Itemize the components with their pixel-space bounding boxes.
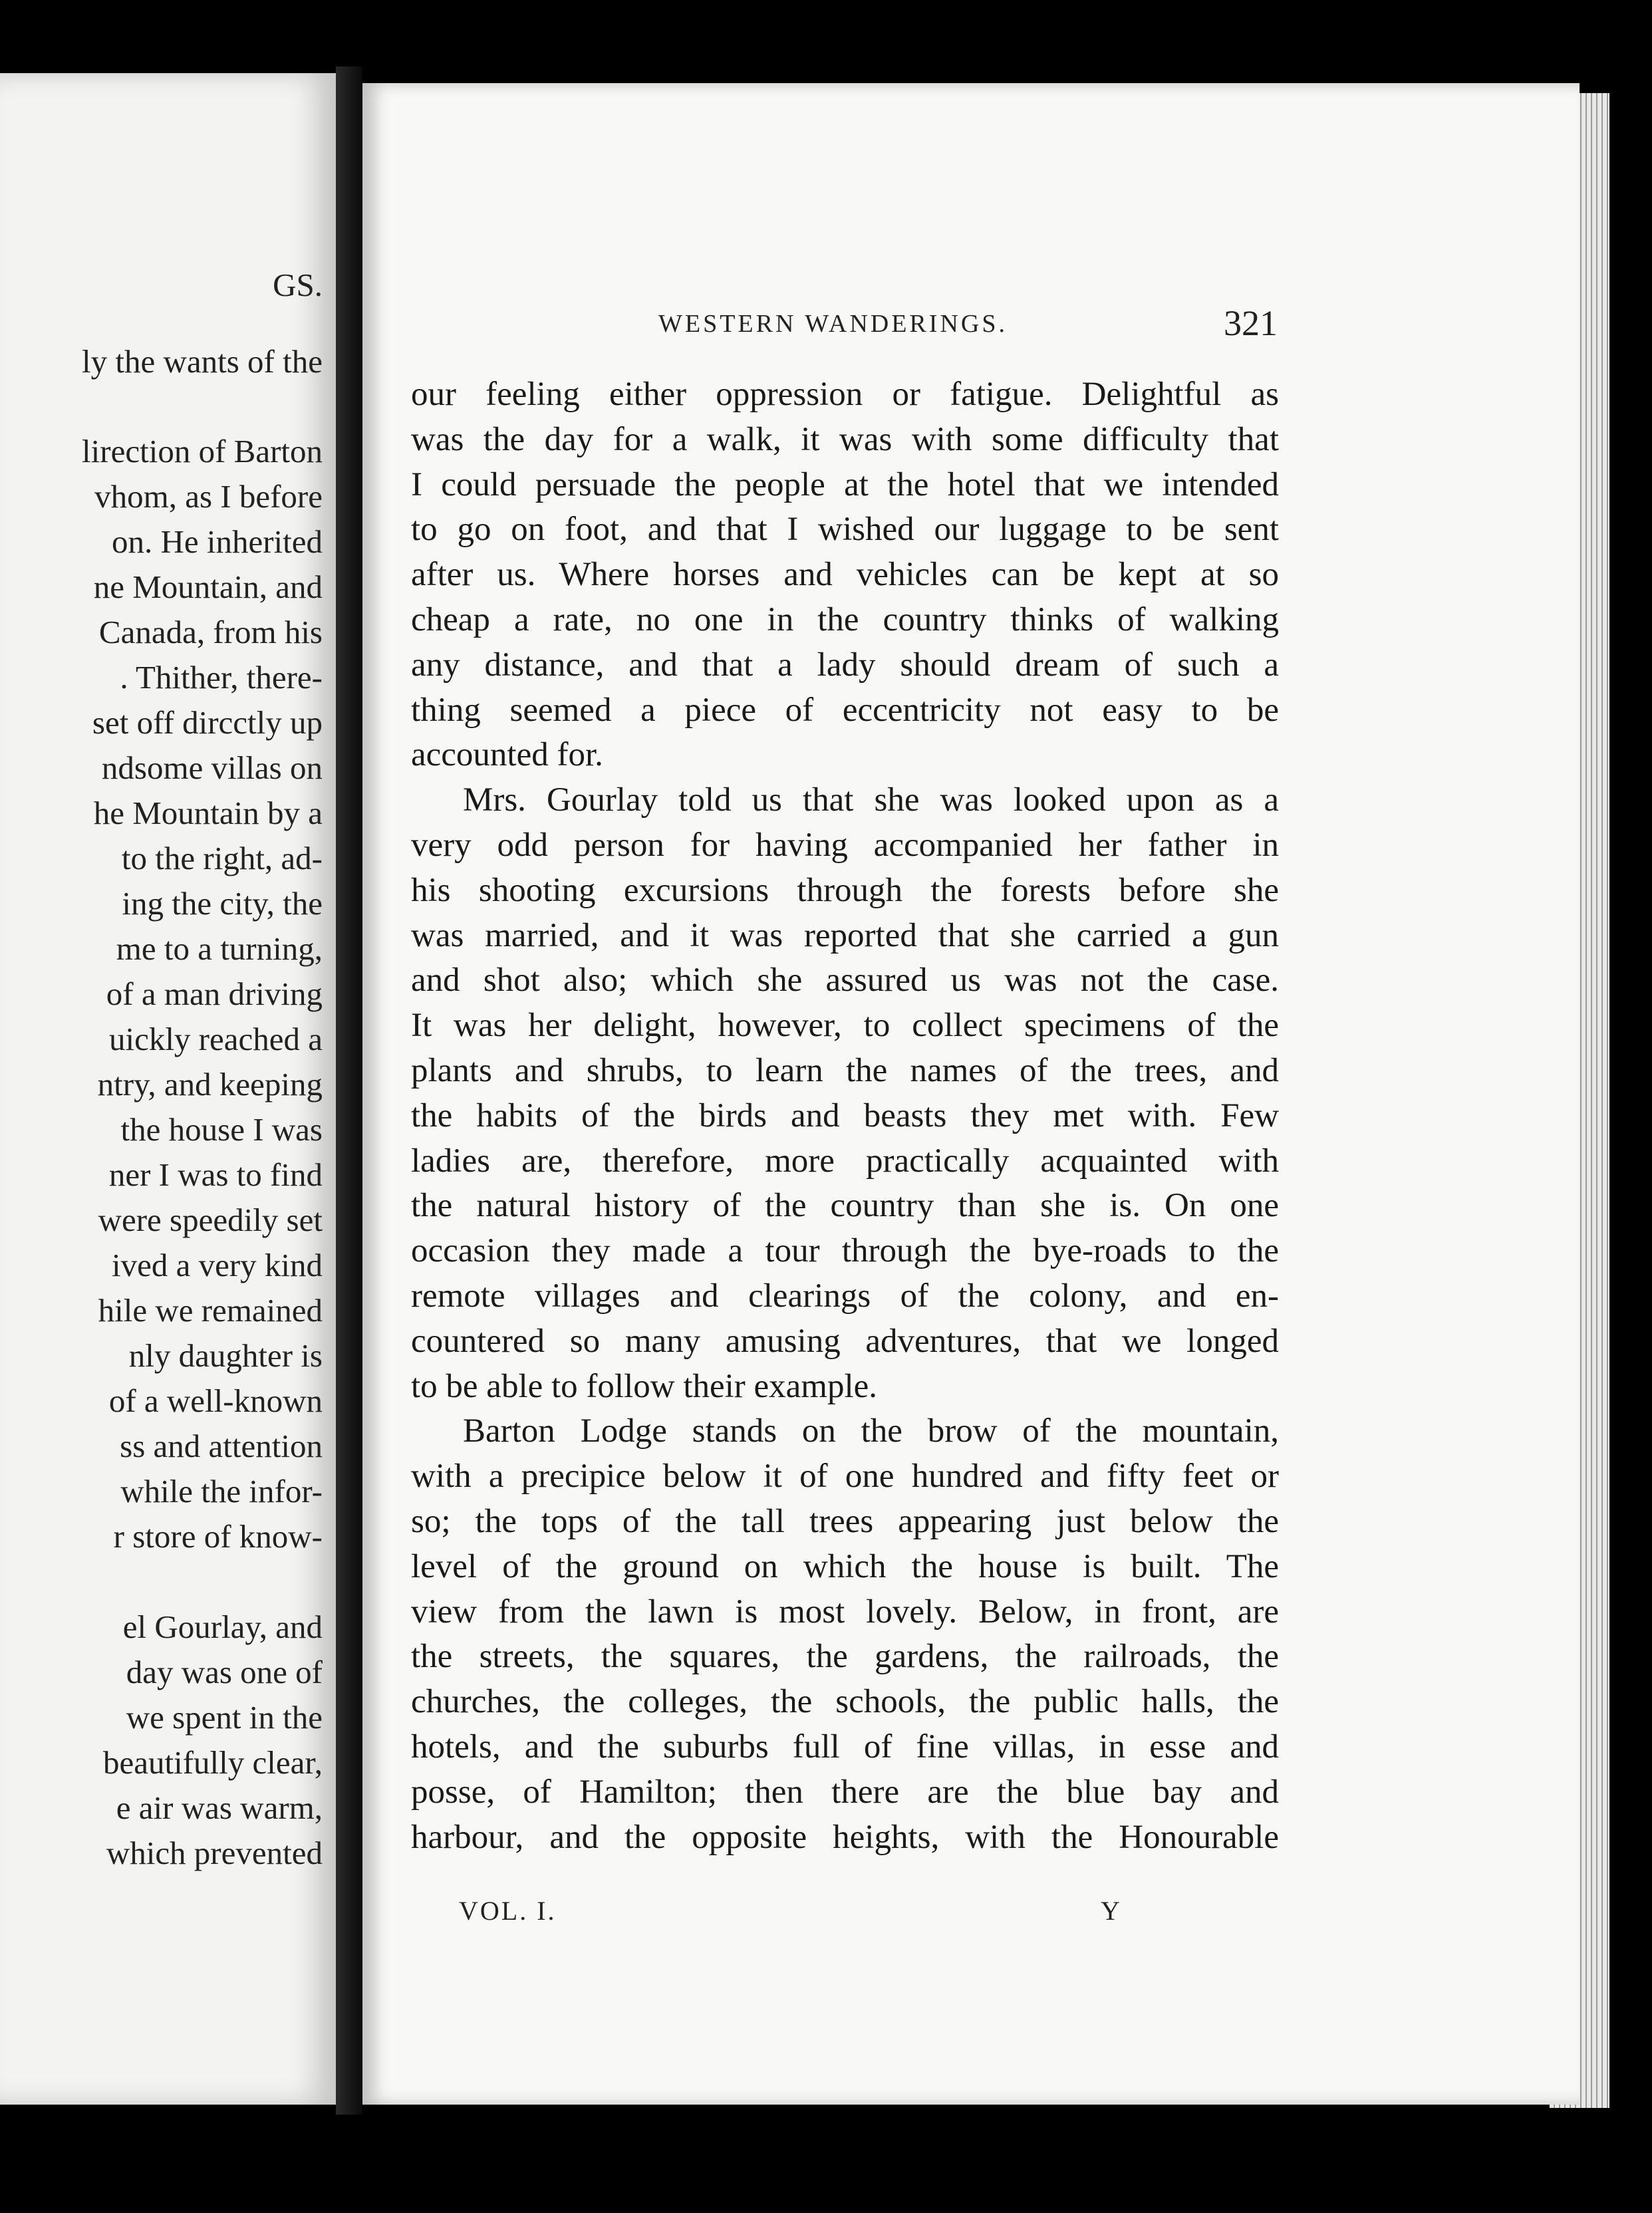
left-page-line: of a well-known [108, 1382, 323, 1419]
left-page-line: were speedily set [98, 1202, 323, 1238]
left-page-line: while the infor- [120, 1473, 323, 1509]
text-line: so; the tops of the tall trees appearing just below the [411, 1502, 1279, 1540]
left-page-line: uickly reached a [108, 1021, 323, 1057]
left-page-line: we spent in the [126, 1699, 323, 1736]
left-page-line: ss and attention [120, 1428, 323, 1464]
page-number: 321 [1224, 303, 1278, 343]
text-line: posse, of Hamilton; then there are the blue bay and [411, 1773, 1279, 1811]
text-line: the habits of the birds and beasts they met with. Few [411, 1097, 1279, 1134]
left-page-line: ntry, and keeping [97, 1066, 323, 1103]
left-page-line: el Gourlay, and [122, 1609, 323, 1645]
text-line: ladies are, therefore, more practically acquainted with [411, 1142, 1279, 1180]
left-page-line: lirection of Barton [82, 433, 323, 469]
text-line: accounted for. [411, 736, 603, 774]
left-page-line: ly the wants of the [82, 343, 323, 380]
text-line: was the day for a walk, it was with some difficulty that [411, 420, 1279, 458]
left-page-line: vhom, as I before [94, 478, 323, 515]
body-text [411, 372, 1279, 1860]
left-page-line: hile we remained [98, 1292, 323, 1329]
left-page [0, 73, 336, 2105]
text-line: his shooting excursions through the forests before she [411, 871, 1279, 909]
volume-footer: VOL. I. [459, 1896, 557, 1926]
text-line: Barton Lodge stands on the brow of the mountain, [463, 1412, 1279, 1450]
left-page-line: ner I was to find [108, 1156, 323, 1193]
text-line: churches, the colleges, the schools, the public halls, the [411, 1683, 1279, 1721]
text-line: our feeling either oppression or fatigue. Delightful as [411, 376, 1279, 413]
text-line: countered so many amusing adventures, that we longed [411, 1322, 1279, 1360]
left-page-line: which prevented [106, 1835, 323, 1871]
running-head: WESTERN WANDERINGS. [658, 310, 1008, 338]
left-page-line: ing the city, the [122, 885, 323, 922]
text-line: with a precipice below it of one hundred and fifty feet or [411, 1458, 1279, 1496]
text-line: It was her delight, however, to collect specimens of the [411, 1007, 1279, 1045]
signature-mark: Y [1101, 1896, 1120, 1926]
left-page-line: e air was warm, [116, 1789, 323, 1826]
left-page-line: of a man driving [106, 976, 323, 1012]
left-page-line: beautifully clear, [103, 1744, 323, 1781]
text-line: I could persuade the people at the hotel that we intended [411, 465, 1279, 503]
text-line: Mrs. Gourlay told us that she was looked upon as a [463, 781, 1279, 819]
text-line: the natural history of the country than she is. On one [411, 1187, 1279, 1225]
left-page-line: r store of know- [113, 1518, 323, 1555]
left-page-line: ndsome villas on [101, 749, 323, 786]
text-line: plants and shrubs, to learn the names of the trees, and [411, 1051, 1279, 1089]
text-line: after us. Where horses and vehicles can be kept at so [411, 556, 1279, 594]
left-page-line: on. He inherited [111, 523, 323, 560]
left-page-line: Canada, from his [98, 614, 323, 650]
text-line: any distance, and that a lady should dream of such a [411, 646, 1279, 684]
left-page-line: he Mountain by a [93, 795, 323, 831]
left-page-line: . Thither, there- [120, 659, 323, 696]
text-line: remote villages and clearings of the colony, and en- [411, 1277, 1279, 1315]
text-line: occasion they made a tour through the bye-roads to the [411, 1232, 1279, 1270]
left-page-line: set off dircctly up [92, 704, 323, 741]
book-gutter [336, 66, 362, 2115]
text-line: thing seemed a piece of eccentricity not easy to be [411, 691, 1279, 729]
left-page-line: day was one of [126, 1654, 323, 1690]
text-line: harbour, and the opposite heights, with the Honourable [411, 1818, 1279, 1856]
left-page-line: me to a turning, [116, 930, 323, 967]
text-line: cheap a rate, no one in the country thinks of walking [411, 600, 1279, 638]
text-line: to go on foot, and that I wished our luggage to be sent [411, 511, 1279, 549]
text-line: was married, and it was reported that she carried a gun [411, 916, 1279, 954]
text-line: to be able to follow their example. [411, 1367, 878, 1405]
text-line: view from the lawn is most lovely. Below, in front, are [411, 1593, 1279, 1630]
left-page-line: GS. [273, 267, 323, 303]
text-line: and shot also; which she assured us was not the case. [411, 962, 1279, 999]
left-page-line: ived a very kind [111, 1247, 323, 1283]
text-line: the streets, the squares, the gardens, the railroads, the [411, 1638, 1279, 1676]
text-line: level of the ground on which the house is built. The [411, 1547, 1279, 1585]
text-line: very odd person for having accompanied her father in [411, 826, 1279, 864]
left-page-line: to the right, ad- [121, 840, 323, 876]
left-page-line: ne Mountain, and [93, 569, 323, 605]
left-page-line: the house I was [120, 1111, 323, 1148]
text-line: hotels, and the suburbs full of fine villas, in esse and [411, 1728, 1279, 1765]
left-page-line: nly daughter is [128, 1337, 323, 1374]
